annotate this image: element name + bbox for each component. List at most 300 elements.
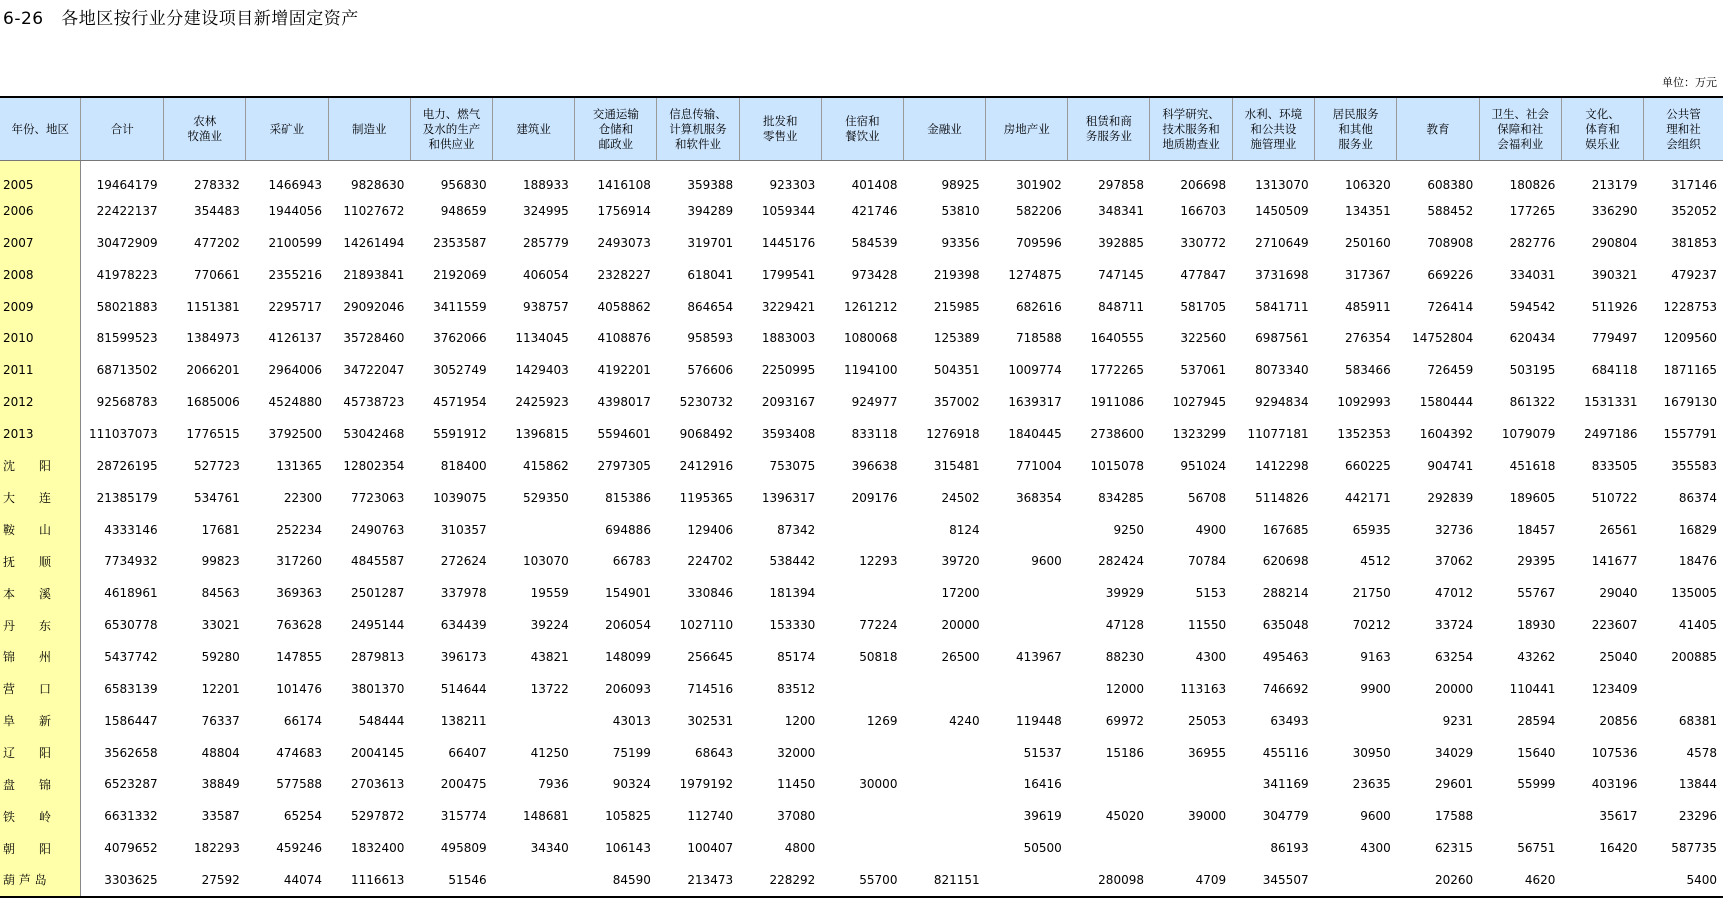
- column-header: [575, 97, 657, 161]
- table-cell: 77224: [859, 618, 898, 633]
- row-label: 大 连: [0, 482, 81, 514]
- table-cell: 951024: [1180, 458, 1227, 473]
- table-cell: 30000: [859, 777, 898, 792]
- table-cell: 252234: [276, 522, 322, 537]
- table-cell: 35617: [1599, 809, 1638, 824]
- table-cell: 9163: [1360, 649, 1391, 664]
- table-cell: 2738600: [1090, 426, 1144, 441]
- table-cell: 815386: [605, 490, 651, 505]
- table-cell: 1015078: [1090, 458, 1144, 473]
- table-cell: 4512: [1360, 554, 1391, 569]
- table-cell: 66174: [283, 713, 322, 728]
- table-cell: 59280: [201, 649, 240, 664]
- table-cell: 4398017: [597, 395, 651, 410]
- table-cell: 14752804: [1412, 331, 1474, 346]
- table-cell: 9600: [1031, 554, 1062, 569]
- table-cell: 2797305: [597, 458, 651, 473]
- table-cell: 1116613: [350, 872, 405, 887]
- table-cell: 477847: [1180, 267, 1227, 282]
- table-cell: 1772265: [1090, 363, 1144, 378]
- table-cell: [493, 864, 575, 897]
- table-cell: 923303: [769, 178, 816, 192]
- table-row: [0, 195, 1723, 227]
- column-header-text: 文化、: [1585, 106, 1620, 121]
- table-cell: 141677: [1591, 554, 1638, 569]
- table-cell: 107536: [1591, 745, 1638, 760]
- table-cell: 310357: [440, 522, 487, 537]
- table-cell: 2100599: [268, 235, 322, 250]
- row-label: 抚 顺: [0, 545, 81, 577]
- table-cell: 39929: [1105, 586, 1144, 601]
- row-label: 2005: [0, 161, 81, 196]
- table-cell: 833505: [1591, 458, 1638, 473]
- table-cell: 276354: [1344, 331, 1391, 346]
- table-cell: 1871165: [1663, 363, 1717, 378]
- table-cell: 12000: [1105, 681, 1144, 696]
- table-cell: 401408: [851, 178, 898, 192]
- table-cell: 69972: [1105, 713, 1144, 728]
- row-label: 葫 芦 岛: [0, 864, 81, 897]
- table-cell: 1261212: [844, 299, 898, 314]
- table-cell: 352052: [1671, 203, 1717, 218]
- table-cell: 27592: [201, 872, 240, 887]
- table-cell: 1209560: [1663, 331, 1717, 346]
- table-cell: 63493: [1270, 713, 1309, 728]
- table-cell: 32000: [777, 745, 816, 760]
- table-cell: 111037073: [88, 426, 158, 441]
- table-cell: 189605: [1509, 490, 1556, 505]
- table-cell: 206054: [605, 618, 651, 633]
- table-cell: 848711: [1098, 299, 1144, 314]
- table-cell: 1883003: [761, 331, 816, 346]
- table-cell: 746692: [1262, 681, 1309, 696]
- table-cell: 392885: [1098, 235, 1144, 250]
- table-cell: 58021883: [96, 299, 158, 314]
- table-cell: 708908: [1427, 235, 1474, 250]
- table-cell: 98925: [941, 178, 980, 192]
- unit-label: 单位：万元: [1662, 76, 1717, 89]
- table-cell: 2964006: [268, 363, 322, 378]
- table-cell: 13722: [530, 681, 569, 696]
- table-cell: 29040: [1599, 586, 1638, 601]
- column-header-text: 公共管: [1666, 106, 1701, 121]
- row-label: 2008: [0, 259, 81, 291]
- table-cell: 20000: [1435, 681, 1474, 696]
- table-cell: [986, 514, 1068, 546]
- column-header-text: 合计: [110, 121, 134, 136]
- table-row: [0, 864, 1723, 897]
- table-cell: 3229421: [761, 299, 816, 314]
- table-cell: 15640: [1517, 745, 1556, 760]
- table-row: [0, 768, 1723, 800]
- page-title: 6-26 各地区按行业分建设项目新增固定资产: [3, 9, 359, 29]
- table-cell: 112740: [687, 809, 734, 824]
- table-cell: 1384973: [186, 331, 240, 346]
- table-cell: 8073340: [1255, 363, 1309, 378]
- table-cell: [821, 737, 903, 769]
- table-cell: 177265: [1509, 203, 1556, 218]
- row-label: 阜 新: [0, 705, 81, 737]
- table-cell: 1194100: [844, 363, 898, 378]
- column-header-text: 科学研究、: [1162, 106, 1220, 121]
- table-cell: 1799541: [761, 267, 816, 282]
- table-cell: 56751: [1517, 841, 1556, 856]
- table-row: [0, 514, 1723, 546]
- table-cell: 55999: [1517, 777, 1556, 792]
- table-cell: [1150, 832, 1232, 864]
- table-cell: 684118: [1591, 363, 1638, 378]
- table-cell: 455116: [1262, 745, 1309, 760]
- table-cell: 7734932: [104, 554, 158, 569]
- table-cell: 15186: [1105, 745, 1144, 760]
- table-cell: 224702: [687, 554, 734, 569]
- table-row: [0, 482, 1723, 514]
- table-cell: 33587: [201, 809, 240, 824]
- table-cell: 6987561: [1255, 331, 1309, 346]
- table-cell: 181394: [769, 586, 816, 601]
- table-cell: 973428: [851, 267, 898, 282]
- table-cell: 584539: [851, 235, 898, 250]
- column-header: [657, 97, 739, 161]
- table-cell: 1009774: [1008, 363, 1062, 378]
- table-cell: 41250: [530, 745, 569, 760]
- table-cell: [903, 737, 985, 769]
- table-cell: [903, 673, 985, 705]
- table-cell: 390321: [1591, 267, 1638, 282]
- table-cell: 200885: [1671, 649, 1717, 664]
- table-cell: 20000: [941, 618, 980, 633]
- table-cell: 1396815: [515, 426, 569, 441]
- column-header: [1068, 97, 1150, 161]
- table-cell: 41405: [1678, 618, 1717, 633]
- table-cell: 24502: [941, 490, 980, 505]
- table-cell: 538442: [769, 554, 816, 569]
- table-cell: 19464179: [96, 178, 158, 192]
- row-label: 2007: [0, 227, 81, 259]
- table-cell: 608380: [1427, 178, 1474, 192]
- table-cell: 53042468: [343, 426, 405, 441]
- table-cell: 1640555: [1090, 331, 1144, 346]
- table-cell: 317260: [276, 554, 322, 569]
- table-cell: 83512: [777, 681, 816, 696]
- table-cell: 503195: [1509, 363, 1556, 378]
- table-cell: 4578: [1686, 745, 1717, 760]
- table-cell: 1027945: [1172, 395, 1227, 410]
- column-header: [1479, 97, 1561, 161]
- table-cell: 44074: [283, 872, 322, 887]
- table-cell: 29092046: [343, 299, 405, 314]
- table-cell: 1911086: [1090, 395, 1144, 410]
- table-cell: 904741: [1427, 458, 1474, 473]
- table-row: [0, 227, 1723, 259]
- row-label: 本 溪: [0, 577, 81, 609]
- table-cell: 495809: [440, 841, 487, 856]
- table-cell: 3562658: [104, 745, 158, 760]
- table-cell: 43013: [612, 713, 651, 728]
- table-cell: 529350: [522, 490, 569, 505]
- table-cell: 1604392: [1419, 426, 1474, 441]
- table-cell: 1639317: [1008, 395, 1062, 410]
- table-cell: 5153: [1195, 586, 1227, 601]
- table-cell: 1979192: [679, 777, 734, 792]
- column-header: [1232, 97, 1314, 161]
- table-cell: 87342: [777, 522, 816, 537]
- table-cell: 103070: [522, 554, 569, 569]
- column-header-text: 和供应业: [428, 136, 475, 151]
- table-cell: 9231: [1442, 713, 1474, 728]
- column-header: [986, 97, 1068, 161]
- table-cell: 779497: [1591, 331, 1638, 346]
- table-cell: 166703: [1180, 203, 1227, 218]
- table-cell: 548444: [358, 713, 405, 728]
- table-cell: 5437742: [104, 649, 158, 664]
- table-cell: 110441: [1509, 681, 1556, 696]
- table-cell: 2355216: [268, 267, 322, 282]
- table-cell: 17588: [1435, 809, 1474, 824]
- table-cell: 51546: [448, 872, 487, 887]
- table-cell: 206093: [605, 681, 651, 696]
- table-cell: 55700: [859, 872, 898, 887]
- table-cell: 3762066: [433, 331, 487, 346]
- column-header: [164, 97, 246, 161]
- table-cell: 188933: [522, 178, 569, 192]
- table-cell: 1429403: [515, 363, 569, 378]
- column-header: [1315, 97, 1397, 161]
- table-cell: 319701: [687, 235, 734, 250]
- table-cell: 587735: [1671, 841, 1717, 856]
- table-cell: 714516: [687, 681, 734, 696]
- table-cell: 3593408: [761, 426, 816, 441]
- table-cell: 292839: [1427, 490, 1474, 505]
- table-cell: 477202: [194, 235, 240, 250]
- table-cell: 3792500: [268, 426, 322, 441]
- table-cell: 818400: [440, 458, 487, 473]
- table-cell: 514644: [440, 681, 487, 696]
- table-cell: 4108876: [597, 331, 651, 346]
- table-cell: 68381: [1678, 713, 1717, 728]
- table-cell: 747145: [1098, 267, 1144, 282]
- table-cell: 763628: [276, 618, 322, 633]
- table-cell: 65935: [1352, 522, 1391, 537]
- column-header-text: 批发和: [762, 114, 798, 128]
- table-cell: 3052749: [433, 363, 487, 378]
- table-cell: 938757: [522, 299, 569, 314]
- column-header: [739, 97, 821, 161]
- table-cell: 1274875: [1008, 267, 1062, 282]
- table-cell: 47128: [1105, 618, 1144, 633]
- table-row: [0, 832, 1723, 864]
- column-header: [1397, 97, 1479, 161]
- table-cell: 29395: [1517, 554, 1556, 569]
- column-header-text: 会组织: [1666, 136, 1701, 151]
- table-cell: 415862: [522, 458, 569, 473]
- table-cell: 1832400: [350, 841, 405, 856]
- table-cell: 26500: [941, 649, 980, 664]
- table-cell: 297858: [1098, 178, 1144, 192]
- table-cell: 1323299: [1172, 426, 1227, 441]
- table-cell: [986, 609, 1068, 641]
- table-cell: 70784: [1187, 554, 1227, 569]
- table-row: [0, 577, 1723, 609]
- table-cell: 17200: [941, 586, 980, 601]
- table-cell: 22422137: [96, 203, 158, 218]
- table-cell: 55767: [1517, 586, 1556, 601]
- table-cell: 5841711: [1255, 299, 1309, 314]
- table-cell: 32736: [1435, 522, 1474, 537]
- table-cell: 1352353: [1337, 426, 1391, 441]
- column-header: [821, 97, 903, 161]
- table-cell: 123409: [1591, 681, 1638, 696]
- table-row: [0, 545, 1723, 577]
- table-cell: 280098: [1098, 872, 1144, 887]
- table-cell: 9250: [1113, 522, 1144, 537]
- table-cell: 4900: [1195, 522, 1227, 537]
- table-cell: 88230: [1105, 649, 1144, 664]
- table-cell: 2093167: [761, 395, 816, 410]
- table-cell: 9828630: [350, 178, 405, 192]
- table-cell: 12293: [859, 554, 898, 569]
- table-cell: 5230732: [679, 395, 734, 410]
- table-cell: 620434: [1509, 331, 1556, 346]
- column-header-text: 农林: [193, 114, 217, 128]
- table-cell: 148681: [522, 809, 569, 824]
- table-cell: [1068, 832, 1150, 864]
- table-cell: 958593: [687, 331, 734, 346]
- table-cell: 11450: [777, 777, 816, 792]
- table-cell: 1059344: [761, 203, 816, 218]
- column-header-text: 采矿业: [269, 121, 305, 136]
- table-cell: 36955: [1187, 745, 1227, 760]
- table-cell: 1134045: [515, 331, 569, 346]
- table-cell: 86193: [1270, 841, 1309, 856]
- table-cell: 304779: [1262, 809, 1309, 824]
- column-header-text: 会福利业: [1497, 136, 1544, 151]
- row-label: 2012: [0, 386, 81, 418]
- table-cell: 4845587: [350, 554, 405, 569]
- table-cell: 345507: [1262, 872, 1309, 887]
- table-cell: 368354: [1016, 490, 1062, 505]
- table-cell: 635048: [1262, 618, 1309, 633]
- table-cell: 213473: [687, 872, 734, 887]
- table-cell: 13844: [1678, 777, 1717, 792]
- table-cell: 18476: [1678, 554, 1717, 569]
- table-cell: 5591912: [433, 426, 487, 441]
- table-cell: 1027110: [679, 618, 734, 633]
- table-cell: 2295717: [268, 299, 322, 314]
- table-cell: [986, 673, 1068, 705]
- table-cell: 3411559: [433, 299, 487, 314]
- table-cell: 359388: [687, 178, 734, 192]
- table-cell: 821151: [933, 872, 980, 887]
- table-cell: 16416: [1023, 777, 1062, 792]
- table-cell: 396638: [851, 458, 898, 473]
- table-cell: 588452: [1427, 203, 1474, 218]
- table-cell: 34722047: [343, 363, 405, 378]
- table-cell: 1080068: [844, 331, 898, 346]
- table-cell: 504351: [933, 363, 980, 378]
- table-cell: 330772: [1180, 235, 1227, 250]
- table-cell: 413967: [1016, 649, 1062, 664]
- table-cell: 21893841: [343, 267, 405, 282]
- column-header-text: 交通运输: [592, 106, 639, 121]
- table-cell: 1445176: [761, 235, 816, 250]
- table-cell: 20260: [1435, 872, 1474, 887]
- table-cell: 250160: [1344, 235, 1391, 250]
- table-cell: 119448: [1016, 713, 1062, 728]
- column-header-text: 教育: [1426, 121, 1450, 136]
- table-cell: 129406: [687, 522, 734, 537]
- table-cell: 148099: [605, 649, 651, 664]
- row-label: 辽 阳: [0, 737, 81, 769]
- column-header-text: 牧渔业: [187, 129, 222, 143]
- table-cell: 92568783: [96, 395, 158, 410]
- table-cell: 9068492: [679, 426, 734, 441]
- table-cell: 85174: [777, 649, 816, 664]
- table-cell: 17681: [201, 522, 240, 537]
- table-cell: 3731698: [1255, 267, 1309, 282]
- table-cell: 21385179: [96, 490, 158, 505]
- table-cell: 70212: [1352, 618, 1391, 633]
- table-cell: 4333146: [104, 522, 158, 537]
- table-cell: 5114826: [1255, 490, 1309, 505]
- table-cell: 1195365: [679, 490, 734, 505]
- table-row: [0, 291, 1723, 323]
- table-cell: 180826: [1509, 178, 1556, 192]
- table-cell: 4240: [949, 713, 980, 728]
- table-row: [0, 800, 1723, 832]
- table-cell: 381853: [1671, 235, 1717, 250]
- table-cell: 66407: [448, 745, 487, 760]
- table-cell: 282776: [1509, 235, 1556, 250]
- table-cell: 348341: [1098, 203, 1144, 218]
- table-cell: 105825: [605, 809, 651, 824]
- table-cell: 75199: [612, 745, 651, 760]
- table-cell: 336290: [1591, 203, 1638, 218]
- table-cell: [821, 514, 903, 546]
- table-cell: [1561, 864, 1643, 897]
- table-cell: 315774: [440, 809, 487, 824]
- row-label: 沈 阳: [0, 450, 81, 482]
- table-cell: 23296: [1678, 809, 1717, 824]
- table-cell: 12201: [201, 681, 240, 696]
- table-cell: 577588: [276, 777, 322, 792]
- column-header-text: 保障和社: [1497, 121, 1544, 136]
- table-cell: 354483: [194, 203, 240, 218]
- table-cell: [1068, 768, 1150, 800]
- table-cell: 43262: [1517, 649, 1556, 664]
- table-cell: 924977: [851, 395, 898, 410]
- header-row: [0, 97, 1723, 161]
- table-cell: 1466943: [268, 178, 322, 192]
- table-cell: 45738723: [343, 395, 405, 410]
- table-cell: 41978223: [96, 267, 158, 282]
- table-cell: 660225: [1344, 458, 1391, 473]
- column-header-text: 电力、燃气: [422, 106, 481, 121]
- table-cell: 288214: [1262, 586, 1309, 601]
- table-cell: 39224: [530, 618, 569, 633]
- table-cell: 20856: [1599, 713, 1638, 728]
- table-cell: 209176: [851, 490, 898, 505]
- row-label: 2006: [0, 195, 81, 227]
- column-header: [0, 97, 81, 161]
- table-cell: 770661: [194, 267, 240, 282]
- table-cell: 4126137: [268, 331, 322, 346]
- table-row: [0, 641, 1723, 673]
- table-cell: 510722: [1591, 490, 1638, 505]
- table-cell: [1315, 864, 1397, 897]
- table-cell: 495463: [1262, 649, 1309, 664]
- table-cell: 37080: [777, 809, 816, 824]
